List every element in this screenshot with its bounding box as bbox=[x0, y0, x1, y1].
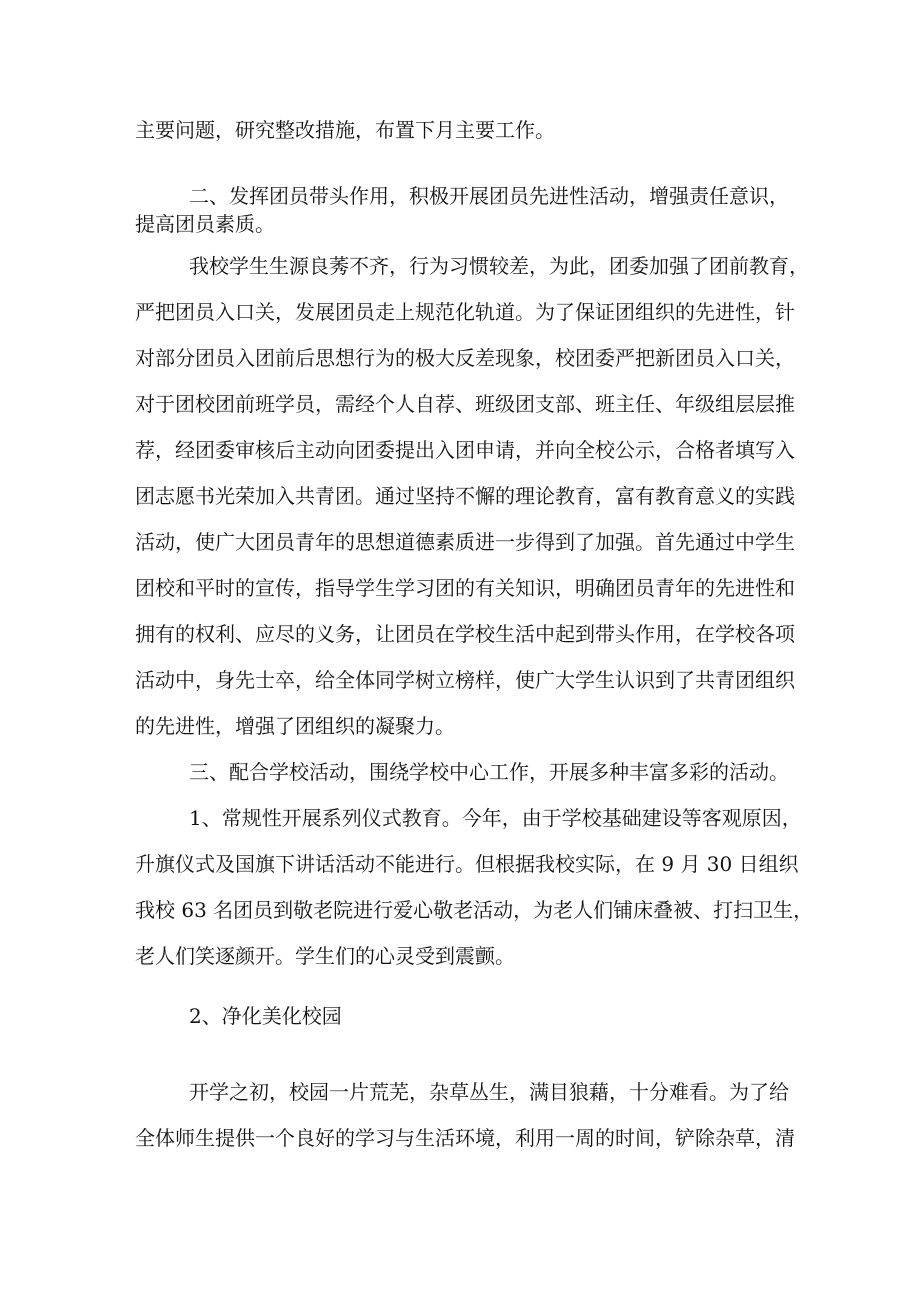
text-line: 2、净化美化校园 bbox=[189, 1004, 342, 1028]
text-line: 团校和平时的宣传，指导学生学习团的有关知识，明确团员青年的先进性和 bbox=[135, 576, 795, 600]
text-line: 荐，经团委审核后主动向团委提出入团申请，并向全校公示，合格者填写入 bbox=[135, 438, 795, 462]
text-line: 对部分团员入团前后思想行为的极大反差现象，校团委严把新团员入口关， bbox=[135, 346, 795, 370]
text-line: 升旗仪式及国旗下讲话活动不能进行。但根据我校实际，在 9 月 30 日组织 bbox=[135, 852, 799, 876]
text-line: 全体师生提供一个良好的学习与生活环境，利用一周的时间，铲除杂草，清 bbox=[135, 1126, 795, 1150]
text-line: 对于团校团前班学员，需经个人自荐、班级团支部、班主任、年级组层层推 bbox=[135, 392, 795, 416]
text-line: 活动中，身先士卒，给全体同学树立榜样，使广大学生认识到了共青团组织 bbox=[135, 668, 795, 692]
text-line: 开学之初，校园一片荒芜，杂草丛生，满目狼藉，十分难看。为了给 bbox=[189, 1080, 789, 1104]
text-line: 活动，使广大团员青年的思想道德素质进一步得到了加强。首先通过中学生 bbox=[135, 530, 795, 554]
text-line: 老人们笑逐颜开。学生们的心灵受到震颤。 bbox=[135, 944, 515, 968]
text-line: 主要问题，研究整改措施，布置下月主要工作。 bbox=[135, 118, 555, 142]
text-line: 1、常规性开展系列仪式教育。今年，由于学校基础建设等客观原因， bbox=[189, 806, 802, 830]
text-line: 我校学生生源良莠不齐，行为习惯较差，为此，团委加强了团前教育， bbox=[189, 254, 809, 278]
text-line: 的先进性，增强了团组织的凝聚力。 bbox=[135, 714, 455, 738]
text-line: 拥有的权利、应尽的义务，让团员在学校生活中起到带头作用，在学校各项 bbox=[135, 622, 795, 646]
text-line: 我校 63 名团员到敬老院进行爱心敬老活动，为老人们铺床叠被、打扫卫生， bbox=[135, 898, 814, 922]
text-line: 提高团员素质。 bbox=[135, 212, 275, 236]
text-line: 严把团员入口关，发展团员走上规范化轨道。为了保证团组织的先进性，针 bbox=[135, 300, 795, 324]
text-line: 二、发挥团员带头作用，积极开展团员先进性活动，增强责任意识， bbox=[189, 184, 789, 208]
text-line: 团志愿书光荣加入共青团。通过坚持不懈的理论教育，富有教育意义的实践 bbox=[135, 484, 795, 508]
text-line: 三、配合学校活动，围绕学校中心工作，开展多种丰富多彩的活动。 bbox=[189, 760, 789, 784]
